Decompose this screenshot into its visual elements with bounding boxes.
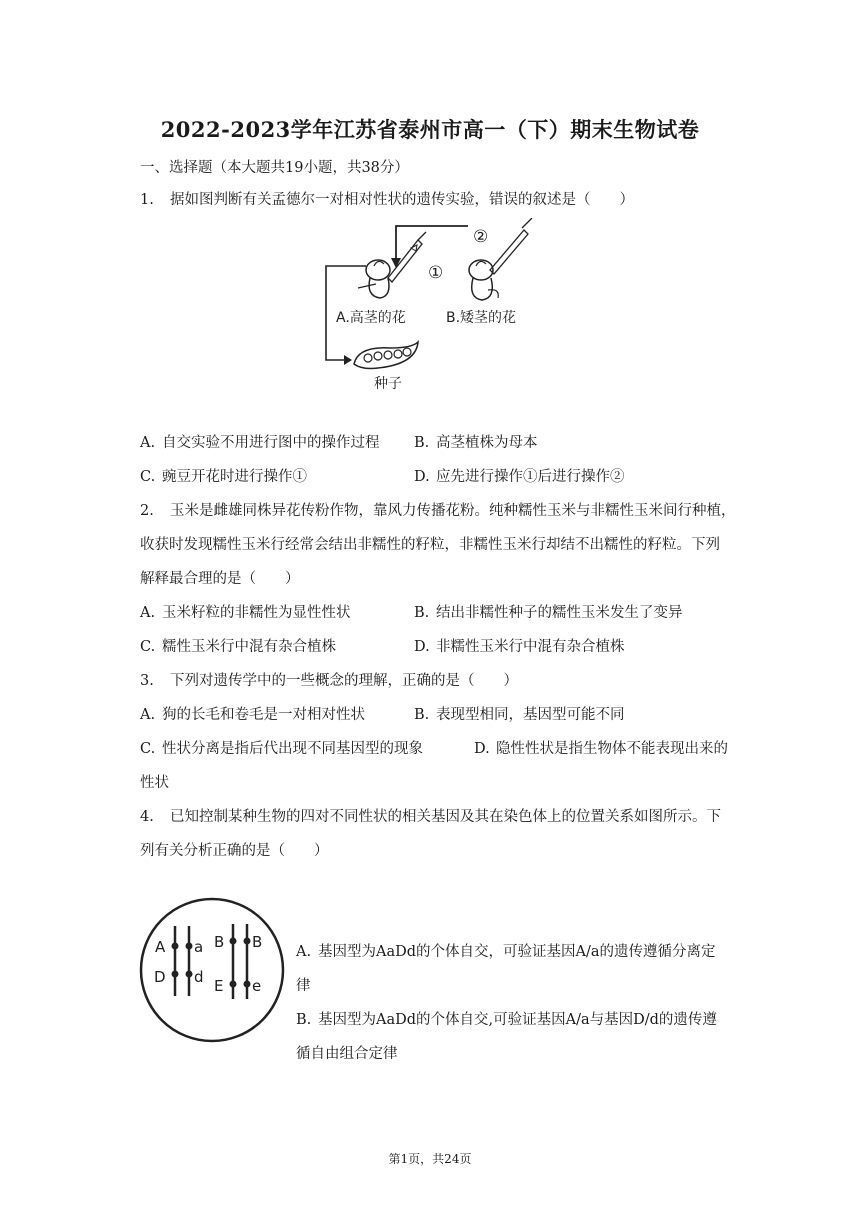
q3-option-b: B. 表现型相同，基因型可能不同 — [414, 707, 625, 723]
question-1-stem — [140, 190, 634, 210]
q1-option-d: D. 应先进行操作①后进行操作② — [414, 469, 625, 485]
q4-option-a-cont: 律 — [296, 978, 311, 994]
chromosome-figure — [138, 896, 286, 1044]
q1-option-c: C. 豌豆开花时进行操作① — [140, 469, 307, 485]
gene-label: D — [154, 968, 166, 986]
q1-option-a: A. 自交实验不用进行图中的操作过程 — [140, 435, 380, 451]
marker-2-label: ② — [473, 227, 489, 247]
q3-option-a: A. 狗的长毛和卷毛是一对相对性状 — [140, 707, 365, 723]
q3-option-d-cont: 性状 — [140, 775, 169, 791]
page-footer: 第1页，共24页 — [388, 1152, 472, 1166]
q2-option-b: B. 结出非糯性种子的糯性玉米发生了变异 — [414, 605, 683, 621]
question-2-stem: 2. 玉米是雌雄同株异花传粉作物，靠风力传播花粉。纯种糯性玉米与非糯性玉米间行种植， — [140, 503, 736, 519]
q4-option-a: A. 基因型为AaDd的个体自交，可验证基因A/a的遗传遵循分离定 — [296, 944, 716, 960]
q3-option-c: C. 性状分离是指后代出现不同基因型的现象 — [140, 741, 423, 757]
gene-label: B — [214, 933, 225, 951]
question-4-stem-cont: 列有关分析正确的是（ ） — [140, 843, 329, 859]
tweezers-icon — [388, 232, 426, 282]
brush-icon — [490, 218, 532, 274]
question-number: 2. — [140, 503, 154, 519]
q4-option-b: B. 基因型为AaDd的个体自交,可验证基因A/a与基因D/d的遗传遵 — [296, 1012, 717, 1028]
gene-label: e — [252, 977, 262, 995]
gene-label: E — [214, 977, 224, 995]
marker-1-label: ① — [428, 263, 444, 283]
q1-option-b: B. 高茎植株为母本 — [414, 435, 538, 451]
seed-label: 种子 — [374, 376, 402, 392]
question-number: 1. — [140, 192, 154, 208]
question-number: 4. — [140, 809, 154, 825]
section-heading: 一、选择题（本大题共19小题，共38分） — [140, 160, 409, 176]
q2-option-a: A. 玉米籽粒的非糯性为显性性状 — [140, 605, 351, 621]
question-2-stem-cont: 收获时发现糯性玉米行经常会结出非糯性的籽粒，非糯性玉米行却结不出糯性的籽粒。下列 — [140, 537, 720, 553]
gene-label: a — [194, 938, 204, 956]
question-text: 据如图判断有关孟德尔一对相对性状的遗传实验，错误的叙述是（ ） — [170, 192, 634, 208]
q2-option-d: D. 非糯性玉米行中混有杂合植株 — [414, 639, 625, 655]
tall-flower-label: A.高茎的花 — [336, 310, 406, 326]
question-3-stem: 3. 下列对遗传学中的一些概念的理解，正确的是（ ） — [140, 673, 518, 689]
question-4-stem: 4. 已知控制某种生物的四对不同性状的相关基因及其在染色体上的位置关系如图所示。下 — [140, 809, 721, 825]
page-title: 2022-2023学年江苏省泰州市高一（下）期末生物试卷 — [160, 117, 700, 142]
gene-label: d — [194, 968, 204, 986]
q4-option-b-cont: 循自由组合定律 — [296, 1046, 398, 1062]
q2-option-c: C. 糯性玉米行中混有杂合植株 — [140, 639, 336, 655]
pea-pollination-figure — [318, 218, 538, 398]
question-number: 3. — [140, 673, 154, 689]
question-2-stem-cont: 解释最合理的是（ ） — [140, 571, 300, 587]
gene-label: A — [155, 938, 166, 956]
gene-label: B — [252, 933, 263, 951]
short-flower-label: B.矮茎的花 — [446, 310, 517, 326]
q3-option-d: D. 隐性性状是指生物体不能表现出来的 — [474, 741, 728, 757]
pea-pod-icon — [354, 342, 418, 369]
